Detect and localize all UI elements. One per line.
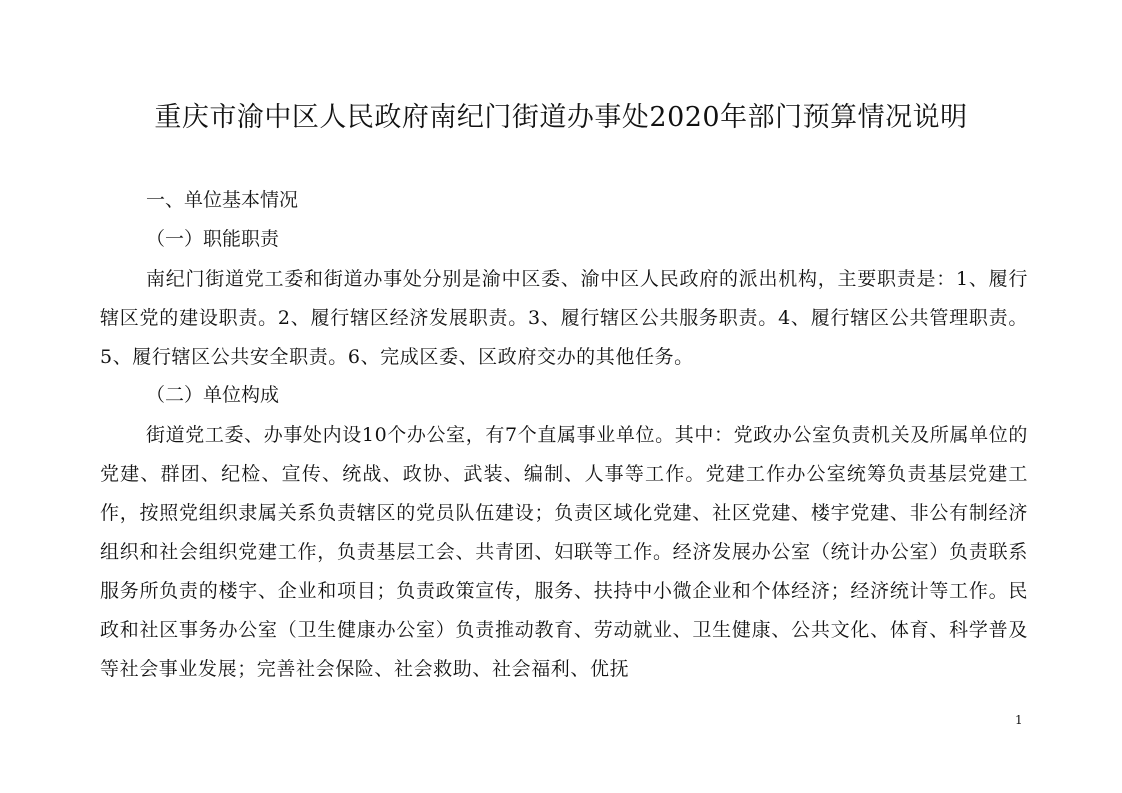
- functions-paragraph: 南纪门街道党工委和街道办事处分别是渝中区委、渝中区人民政府的派出机构，主要职责是：1、履行辖区党的建设职责。2、履行辖区经济发展职责。3、履行辖区公共服务职责。4、履行辖区公共管理职责。5、履行辖区公共安全职责。6、完成区委、区政府交办的其他任务。: [100, 268, 1028, 368]
- document-title: 重庆市渝中区人民政府南纪门街道办事处2020年部门预算情况说明: [154, 102, 968, 133]
- subsection-heading-functions: （一）职能职责: [146, 228, 280, 250]
- page-number: 1: [1015, 713, 1023, 727]
- subsection-heading-composition: （二）单位构成: [146, 384, 280, 406]
- section-heading-basic-info: 一、单位基本情况: [146, 189, 299, 211]
- composition-paragraph: 街道党工委、办事处内设10个办公室，有7个直属事业单位。其中：党政办公室负责机关及所属单位的党建、群团、纪检、宣传、统战、政协、武装、编制、人事等工作。党建工作办公室统筹负责基层党建工作，按照党组织隶属关系负责辖区的党员队伍建设；负责区域化党建、社区党建、楼宇党建、非公有制经济组织和社会组织党建工作，负责基层工会、共青团、妇联等工作。经济发展办公室（统计办公室）负责联系服务所负责的楼宇、企业和项目；负责政策宣传，服务、扶持中小微企业和个体经济；经济统计等工作。民政和社区事务办公室（卫生健康办公室）负责推动教育、劳动就业、卫生健康、公共文化、体育、科学普及等社会事业发展；完善社会保险、社会救助、社会福利、优抚: [100, 424, 1028, 680]
